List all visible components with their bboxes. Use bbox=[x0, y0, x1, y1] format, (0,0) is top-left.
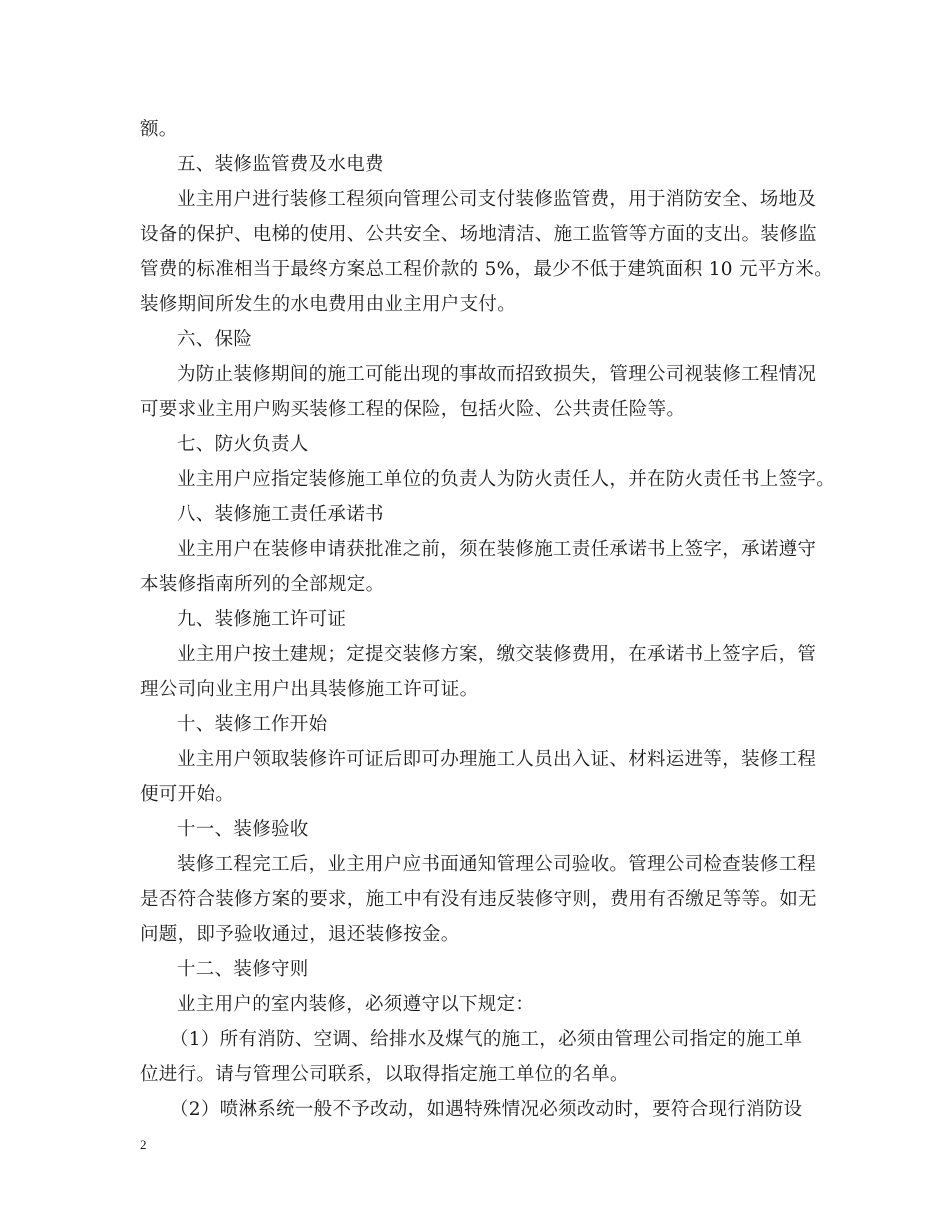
section-heading: 十二、装修守则 bbox=[177, 959, 309, 980]
section-heading: 七、防火负责人 bbox=[177, 434, 309, 455]
text-line: 位进行。请与管理公司联系，以取得指定施工单位的名单。 bbox=[140, 1064, 629, 1085]
text-line: 是否符合装修方案的要求，施工中有没有违反装修守则，费用有否缴足等等。如无 bbox=[140, 889, 817, 910]
paragraph-line: 业主用户进行装修工程须向管理公司支付装修监管费，用于消防安全、场地及 bbox=[177, 189, 817, 210]
text-line: 理公司向业主用户出具装修施工许可证。 bbox=[140, 679, 479, 700]
paragraph-line: 装修工程完工后，业主用户应书面通知管理公司验收。管理公司检查装修工程 bbox=[177, 854, 817, 875]
paragraph-line: 为防止装修期间的施工可能出现的事故而招致损失，管理公司视装修工程情况 bbox=[177, 364, 817, 385]
section-heading: 五、装修监管费及水电费 bbox=[177, 154, 384, 175]
text-line: 本装修指南所列的全部规定。 bbox=[140, 574, 385, 595]
text-line: 管费的标准相当于最终方案总工程价款的 5%，最少不低于建筑面积 10 元平方米。 bbox=[140, 259, 834, 280]
section-heading: 十、装修工作开始 bbox=[177, 714, 328, 735]
text-line: 额。 bbox=[140, 119, 178, 140]
text-line: 问题，即予验收通过，退还装修按金。 bbox=[140, 924, 460, 945]
text-line: 可要求业主用户购买装修工程的保险，包括火险、公共责任险等。 bbox=[140, 399, 686, 420]
paragraph-line: 业主用户应指定装修施工单位的负责人为防火责任人，并在防火责任书上签字。 bbox=[177, 469, 836, 490]
page-number: 2 bbox=[140, 1137, 147, 1152]
text-line: 便可开始。 bbox=[140, 784, 235, 805]
paragraph-line: 业主用户按土建规；定提交装修方案，缴交装修费用，在承诺书上签字后，管 bbox=[177, 644, 817, 665]
section-heading: 六、保险 bbox=[177, 329, 253, 350]
paragraph-line: 业主用户领取装修许可证后即可办理施工人员出入证、材料运进等，装修工程 bbox=[177, 749, 817, 770]
paragraph-line: 业主用户的室内装修，必须遵守以下规定： bbox=[177, 994, 535, 1015]
section-heading: 九、装修施工许可证 bbox=[177, 609, 347, 630]
section-heading: 八、装修施工责任承诺书 bbox=[177, 504, 384, 525]
section-heading: 十一、装修验收 bbox=[177, 819, 309, 840]
list-item-line: （1）所有消防、空调、给排水及煤气的施工，必须由管理公司指定的施工单 bbox=[170, 1029, 803, 1050]
list-item-line: （2）喷淋系统一般不予改动，如遇特殊情况必须改动时，要符合现行消防设 bbox=[170, 1099, 803, 1120]
text-line: 装修期间所发生的水电费用由业主用户支付。 bbox=[140, 294, 517, 315]
paragraph-line: 业主用户在装修申请获批准之前，须在装修施工责任承诺书上签字，承诺遵守 bbox=[177, 539, 817, 560]
text-line: 设备的保护、电梯的使用、公共安全、场地清洁、施工监管等方面的支出。装修监 bbox=[140, 224, 817, 245]
